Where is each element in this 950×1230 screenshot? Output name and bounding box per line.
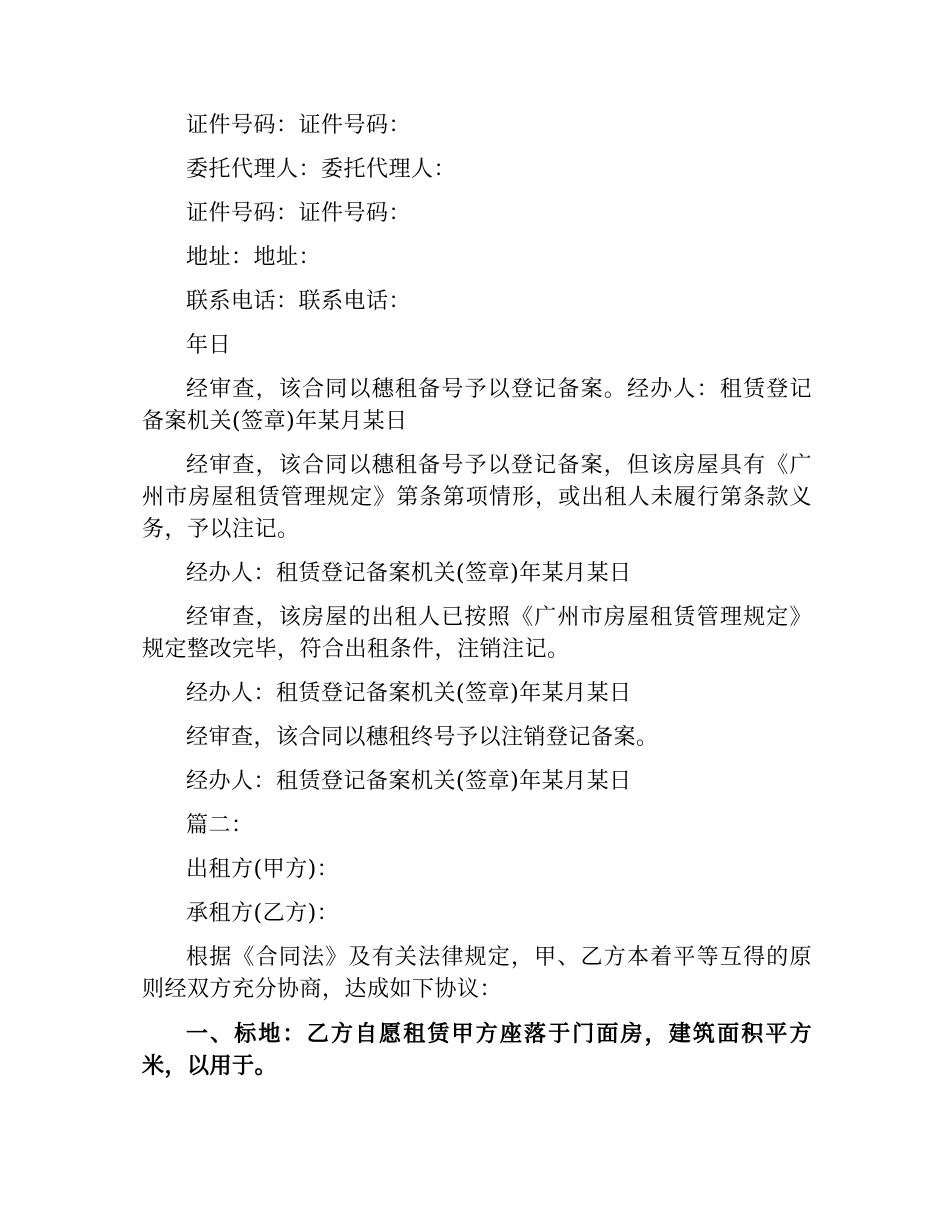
handler-line-3: 经办人：租赁登记备案机关(签章)年某月某日	[186, 769, 632, 794]
review-termination-paragraph: 经审查，该合同以穗租终号予以注销登记备案。	[186, 725, 659, 750]
id-number-line-1: 证件号码：证件号码：	[186, 113, 412, 138]
id-number-line-2: 证件号码：证件号码：	[186, 201, 412, 226]
agent-line: 委托代理人：委托代理人：	[186, 157, 457, 182]
date-line: 年日	[186, 333, 232, 358]
document-page	[142, 110, 812, 1094]
review-registration-paragraph: 经审查，该合同以穗租备号予以登记备案。经办人：租赁登记备案机关(签章)年某月某日	[142, 377, 812, 434]
agreement-preamble: 根据《合同法》及有关法律规定，甲、乙方本着平等互得的原则经双方充分协商，达成如下协议：	[142, 945, 812, 1002]
phone-line: 联系电话：联系电话：	[186, 289, 412, 314]
review-cancel-annotation-paragraph: 经审查，该房屋的出租人已按照《广州市房屋租赁管理规定》规定整改完毕，符合出租条件，注销注记。	[142, 605, 812, 662]
address-line: 地址：地址：	[186, 245, 322, 270]
section-heading: 篇二：	[186, 813, 254, 838]
handler-line-2: 经办人：租赁登记备案机关(签章)年某月某日	[186, 681, 632, 706]
review-annotation-paragraph: 经审查，该合同以穗租备号予以登记备案，但该房屋具有《广州市房屋租赁管理规定》第条第项情形，或出租人未履行第条款义务，予以注记。	[142, 453, 812, 542]
handler-line-1: 经办人：租赁登记备案机关(签章)年某月某日	[186, 561, 632, 586]
lessee-line: 承租方(乙方)：	[186, 901, 340, 926]
lessor-line: 出租方(甲方)：	[186, 857, 340, 882]
clause-one-heading: 一、标地：乙方自愿租赁甲方座落于门面房，建筑面积平方米，以用于。	[142, 1021, 812, 1079]
